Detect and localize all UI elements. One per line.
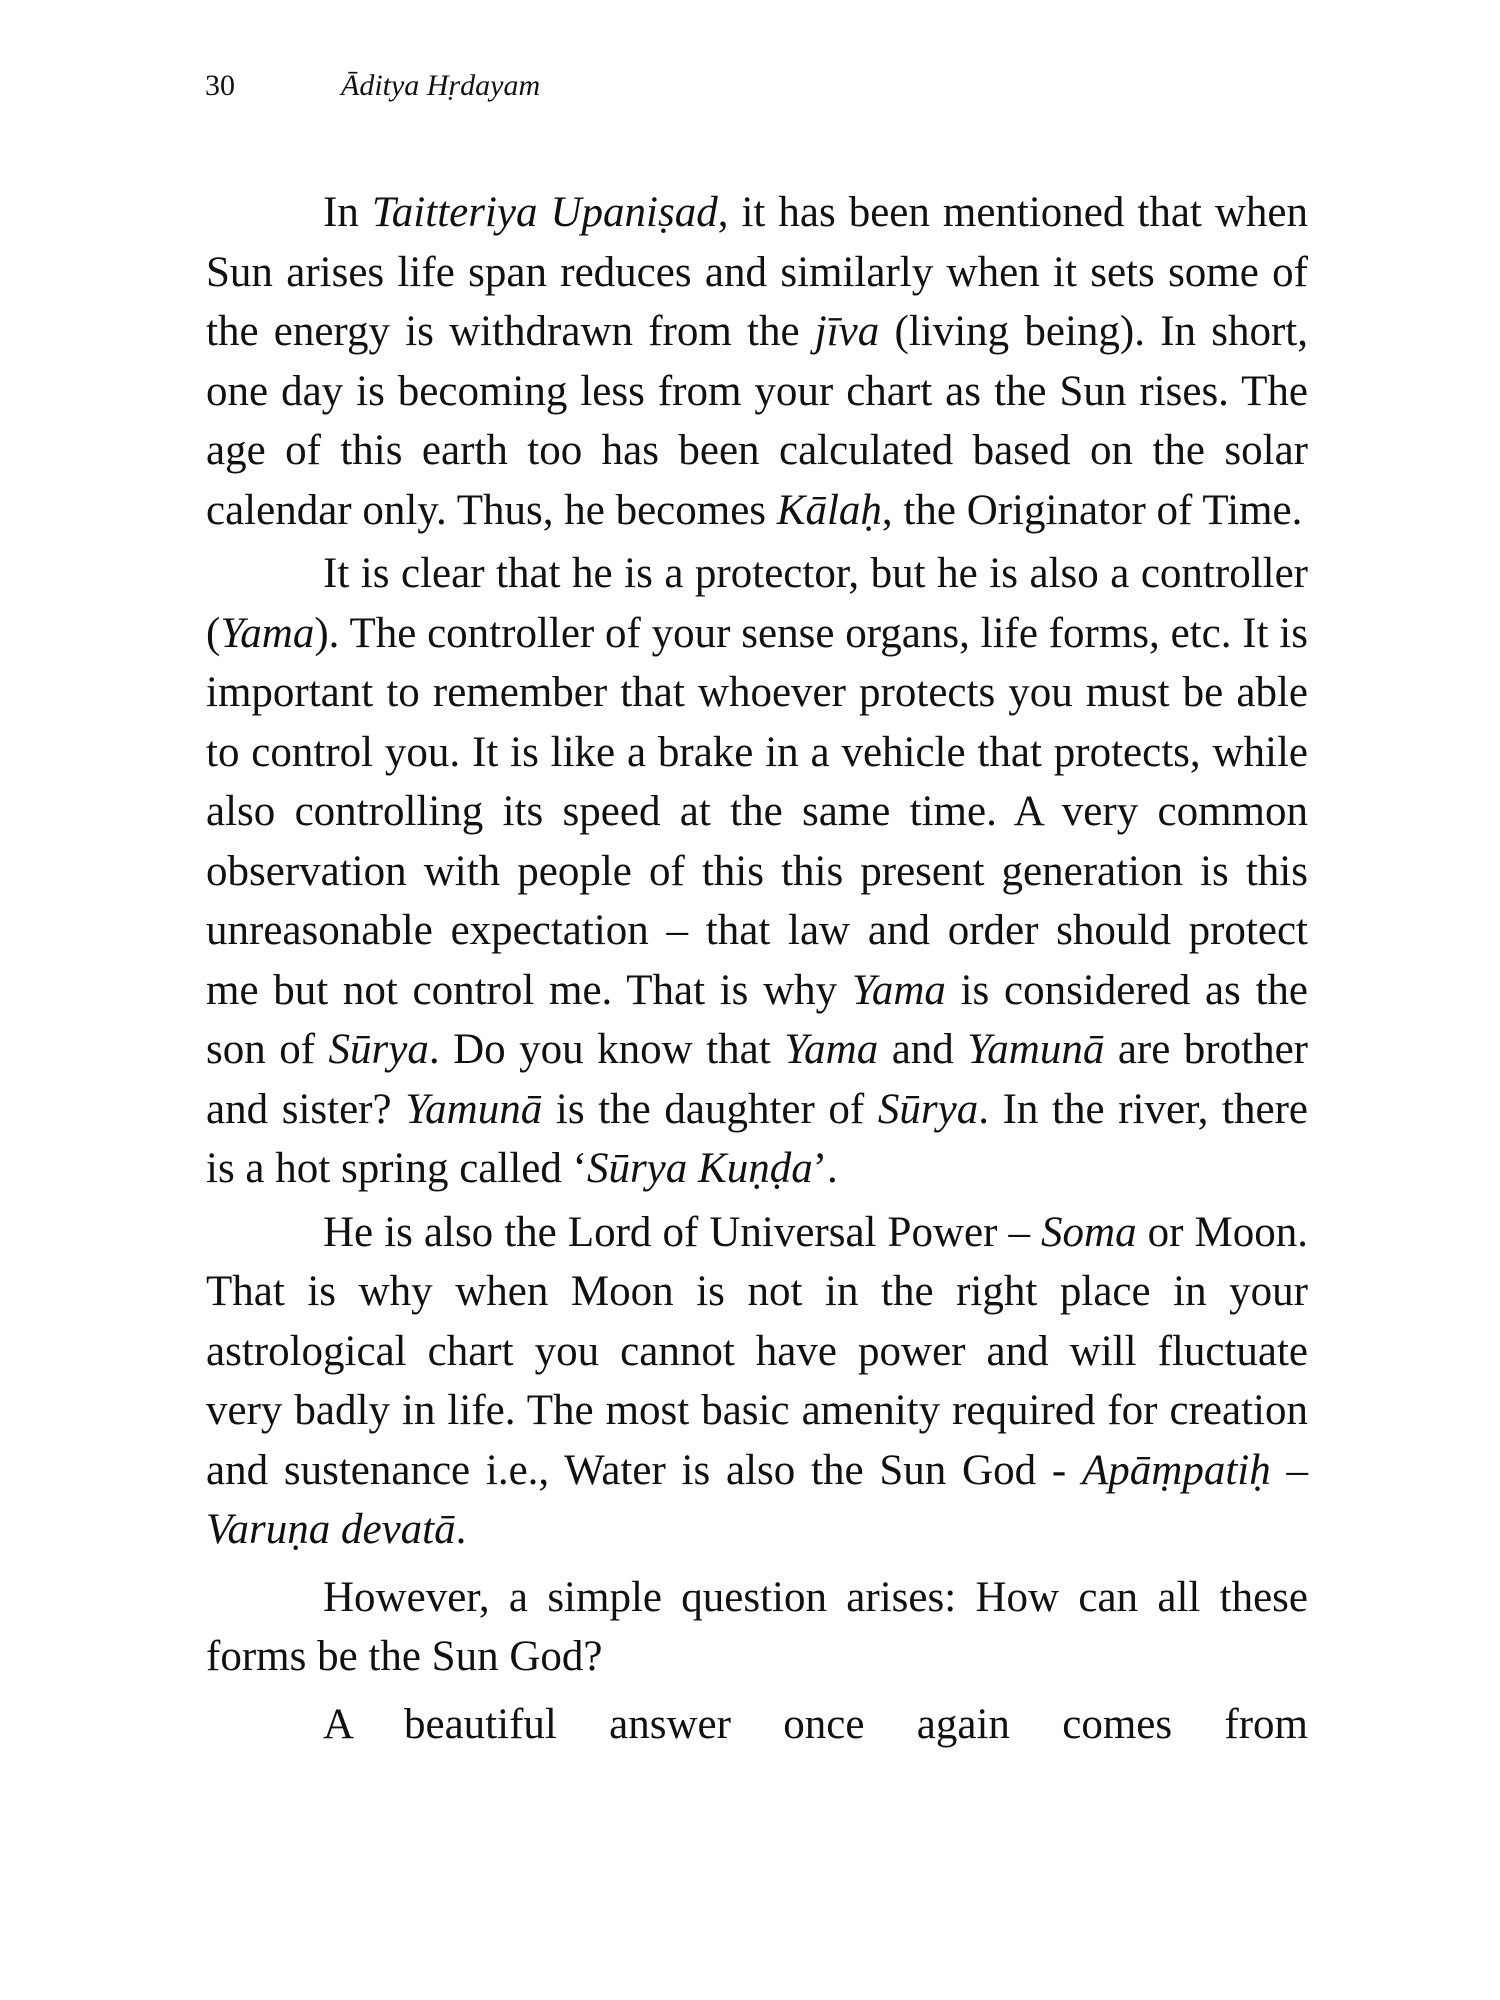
text-run-italic: Sūrya <box>877 1085 979 1133</box>
text-run-italic: Yama <box>220 609 315 657</box>
text-run-italic: Varuṇa devatā <box>206 1506 456 1553</box>
text-run: ). The controller of your sense organs, life forms, etc. It is important to remember that whoever protects you must be able to control you. It is like a brake in a vehicle that protects, while also controlling its speed at the same time. A very common observation with people of this this present generation is this unreasonable expectation – that law and order should protect me but not control me. That is why <box>206 609 1308 1014</box>
text-run: However, a simple question arises: How can all these forms be the Sun God? <box>206 1573 1308 1680</box>
text-run-italic: Sūrya <box>328 1026 429 1073</box>
text-run-italic: Soma <box>1041 1208 1137 1256</box>
paragraph-question <box>206 1568 1308 1687</box>
text-run: and <box>878 1026 968 1073</box>
text-run: , it has been mentioned that when Sun arises life span reduces and similarly when it sets some of the energy is withdrawn from the <box>206 189 1308 355</box>
running-header <box>205 68 540 104</box>
text-run-italic: Yama <box>784 1026 879 1073</box>
text-run-italic: Kālaḥ <box>776 486 882 534</box>
text-run: A beautiful answer once again comes from <box>323 1700 1308 1748</box>
text-run: – <box>1270 1446 1308 1494</box>
text-run: is the daughter of <box>542 1085 878 1133</box>
book-title: Āditya Hṛdayam <box>341 69 541 102</box>
text-run: (living being). In short, one day is becoming less from your chart as the Sun rises. The age of this earth too has been calculated based on the solar calendar only. Thus, he becomes <box>206 308 1308 534</box>
text-run-italic: Yama <box>851 966 946 1014</box>
paragraph-universal-power <box>206 1203 1308 1560</box>
text-run-italic: Apāṃpatiḥ <box>1082 1446 1271 1494</box>
text-run-italic: Yamunā <box>967 1026 1105 1073</box>
text-run: ’. <box>812 1145 838 1192</box>
page-number: 30 <box>205 69 235 102</box>
text-run: , the Originator of Time. <box>881 486 1303 534</box>
paragraph-taitteriya <box>206 183 1308 540</box>
text-run-italic: Sūrya Kuṇḍa <box>586 1145 813 1192</box>
text-run: He is also the Lord of Universal Power – <box>323 1208 1042 1256</box>
text-run: . In the river, there is a hot spring called ‘ <box>206 1085 1308 1192</box>
text-run: are brother and sister? <box>206 1026 1308 1133</box>
text-run-italic: jīva <box>814 308 880 355</box>
text-run: is considered as the son of <box>206 966 1308 1073</box>
text-run-italic: Yamunā <box>405 1085 543 1133</box>
text-run: or Moon. That is why when Moon is not in the right place in your astrological chart you cannot have power and will fluctuate very badly in life. The most basic amenity required for creation and sustenance i.e., Water is also the Sun God - <box>206 1208 1308 1494</box>
paragraph-answer <box>206 1695 1308 1755</box>
paragraph-protector <box>206 544 1308 1199</box>
text-run: . <box>455 1506 467 1553</box>
text-run: In <box>323 189 372 236</box>
body-text <box>206 183 1308 1754</box>
text-run-italic: Taitteriya Upaniṣad <box>371 189 718 236</box>
text-run: . Do you know that <box>428 1026 785 1073</box>
text-run: It is clear that he is a protector, but he is also a controller ( <box>206 550 1308 657</box>
